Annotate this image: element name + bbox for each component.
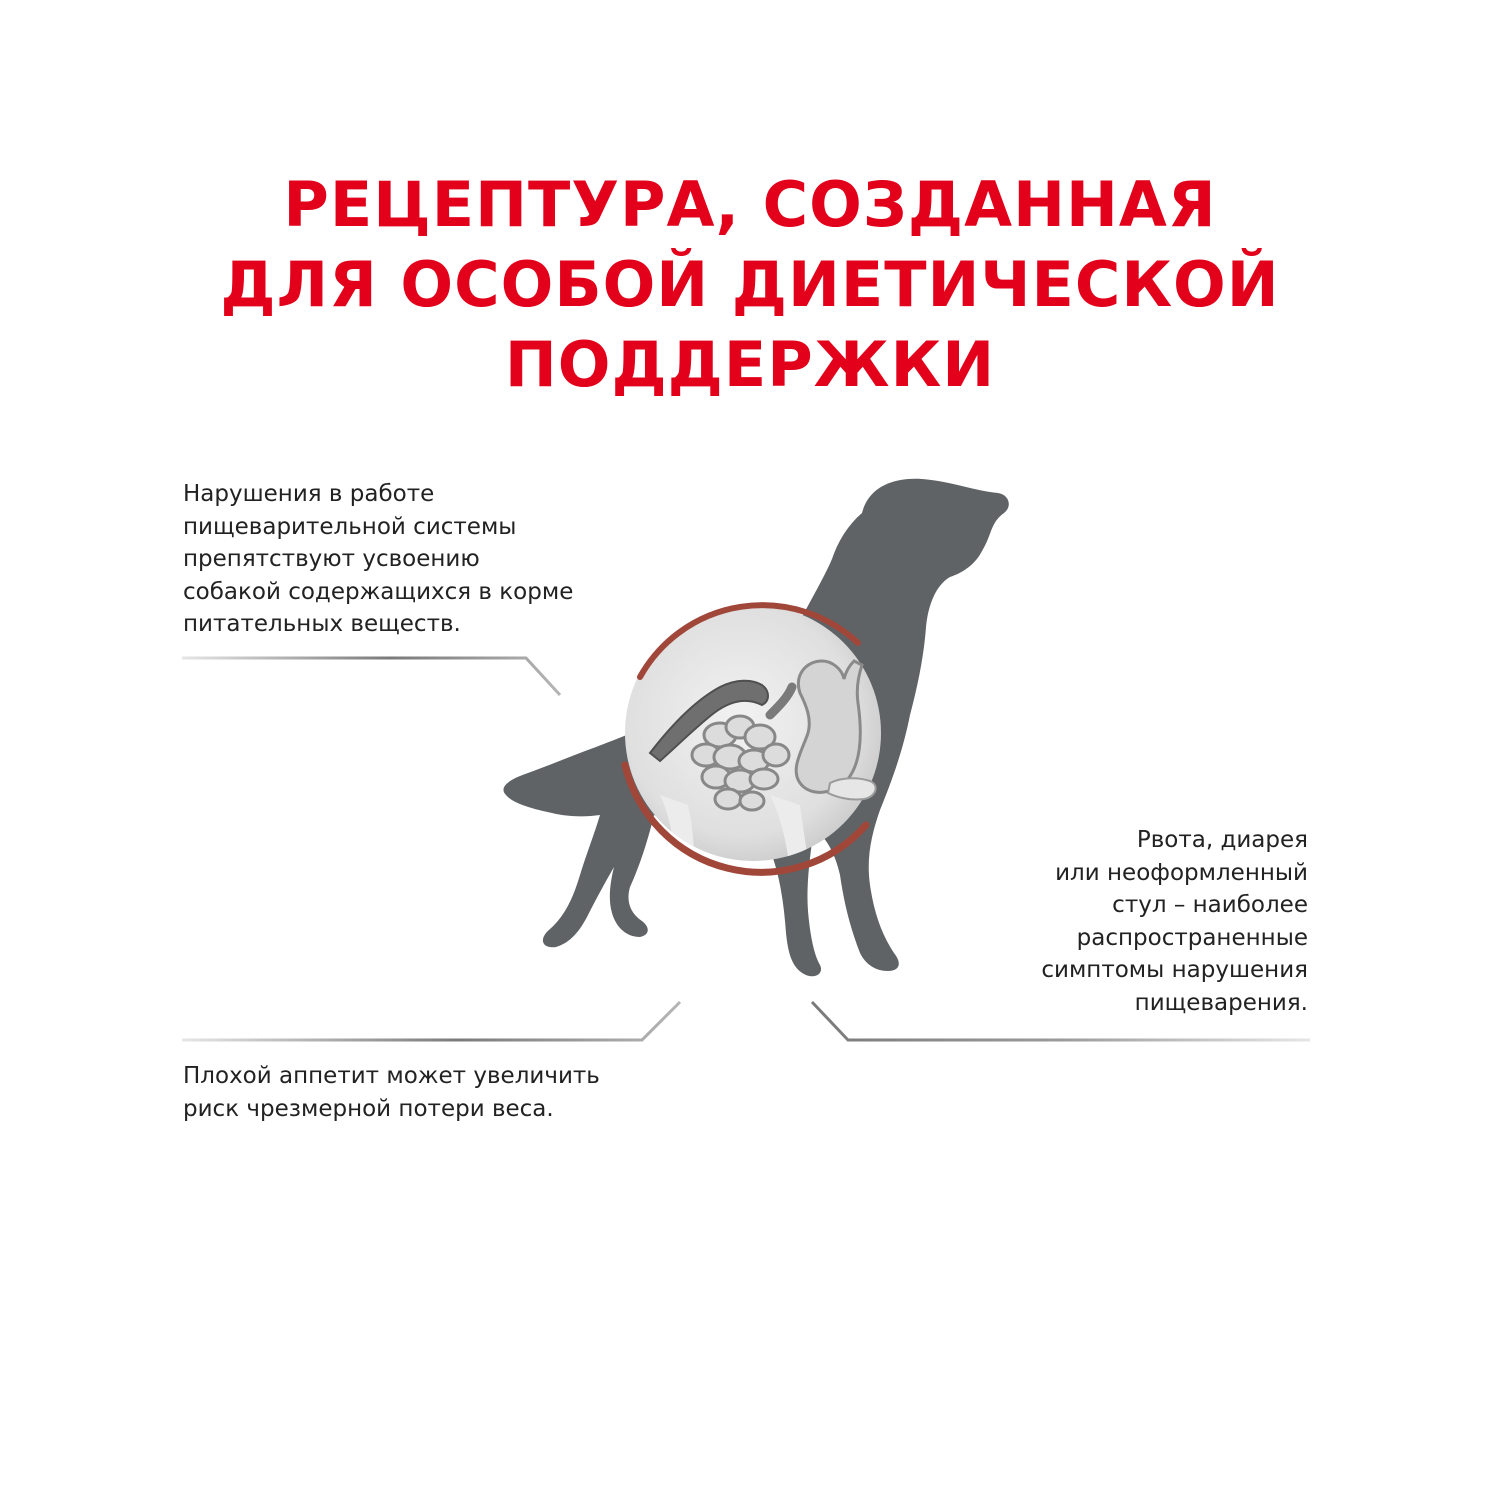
dog-digestive-system-icon <box>470 465 1030 995</box>
callout-line: или неоформленный <box>1055 859 1308 886</box>
callout-line: распространенные <box>1076 924 1308 951</box>
callout-line: Нарушения в работе <box>183 481 435 507</box>
callout-line: симптомы нарушения <box>1041 957 1308 983</box>
headline <box>0 165 1500 405</box>
callout-line: стул – наиболее <box>1112 892 1308 918</box>
callout-line: Плохой аппетит может увеличить <box>183 1063 600 1089</box>
headline-line-2: ДЛЯ ОСОБОЙ ДИЕТИЧЕСКОЙ <box>220 248 1280 321</box>
callout-line: препятствуют усвоению <box>183 546 480 572</box>
callout-symptoms <box>1041 824 1308 1019</box>
callout-line: питательных веществ. <box>183 611 461 637</box>
callout-line: пищеварения. <box>1134 989 1308 1016</box>
headline-line-1: РЕЦЕПТУРА, СОЗДАННАЯ <box>283 168 1217 241</box>
callout-line: Рвота, диарея <box>1136 827 1308 853</box>
headline-line-3: ПОДДЕРЖКИ <box>504 328 996 401</box>
callout-line: риск чрезмерной потери веса. <box>183 1095 554 1122</box>
callout-line: пищеварительной системы <box>183 513 517 540</box>
callout-poor-appetite <box>183 1060 600 1125</box>
callout-line-bottom-left <box>182 1002 680 1040</box>
callout-line: собакой содержащихся в корме <box>183 578 574 605</box>
